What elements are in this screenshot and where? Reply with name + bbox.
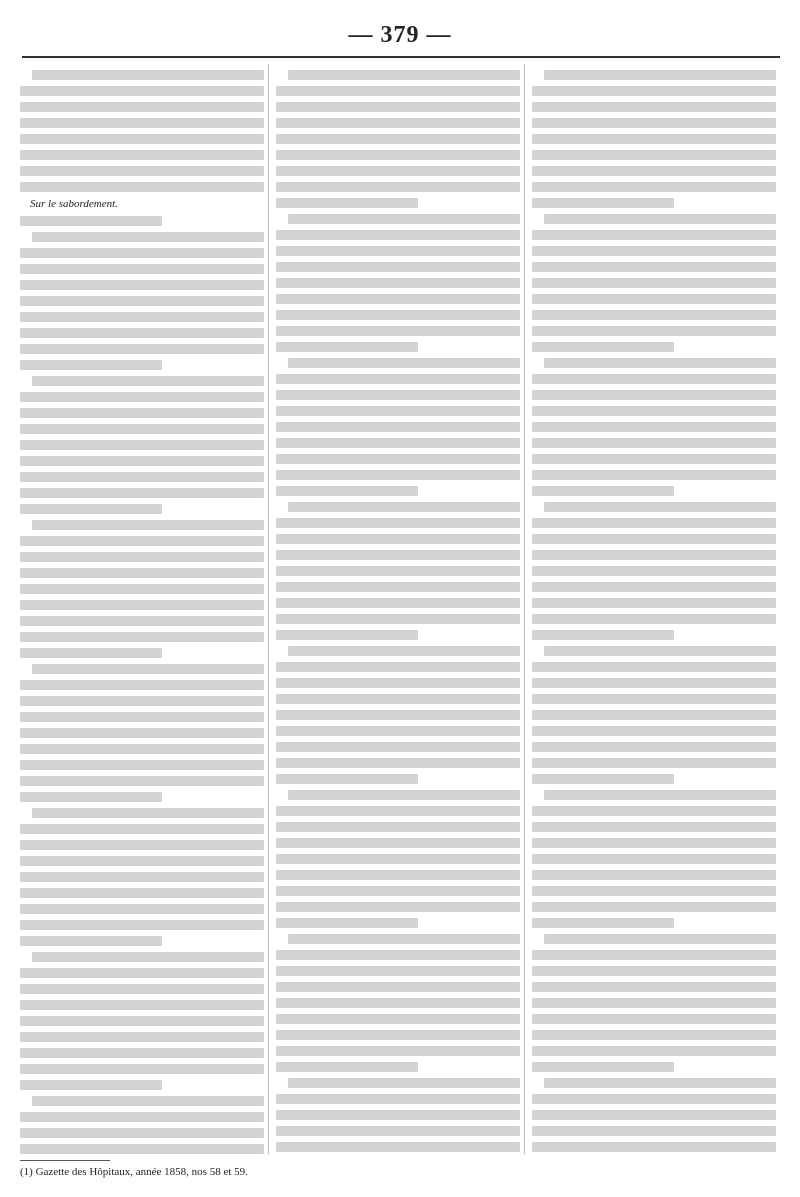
text-line-placeholder — [276, 486, 418, 496]
text-line-placeholder — [20, 584, 264, 594]
text-line-placeholder — [532, 838, 776, 848]
text-line-placeholder — [532, 550, 776, 560]
text-line-placeholder — [20, 424, 264, 434]
text-line-placeholder — [276, 278, 520, 288]
text-line-placeholder — [532, 854, 776, 864]
text-line-placeholder — [288, 214, 520, 224]
text-line-placeholder — [32, 232, 264, 242]
text-line-placeholder — [532, 534, 776, 544]
footnote: (1) Gazette des Hôpitaux, année 1858, nos 58 et 59. — [20, 1166, 248, 1178]
text-line-placeholder — [276, 342, 418, 352]
text-line-placeholder — [20, 504, 162, 514]
text-line-placeholder — [20, 632, 264, 642]
text-line-placeholder — [20, 552, 264, 562]
text-line-placeholder — [276, 982, 520, 992]
text-line-placeholder — [532, 134, 776, 144]
text-line-placeholder — [20, 472, 264, 482]
text-line-placeholder — [20, 392, 264, 402]
text-line-placeholder — [20, 86, 264, 96]
text-line-placeholder — [276, 998, 520, 1008]
text-line-placeholder — [532, 710, 776, 720]
text-column-right — [532, 64, 776, 1154]
text-line-placeholder — [532, 246, 776, 256]
text-line-placeholder — [276, 454, 520, 464]
text-line-placeholder — [288, 790, 520, 800]
text-line-placeholder — [532, 822, 776, 832]
text-line-placeholder — [20, 312, 264, 322]
text-line-placeholder — [532, 438, 776, 448]
text-line-placeholder — [20, 280, 264, 290]
text-line-placeholder — [20, 344, 264, 354]
text-line-placeholder — [532, 726, 776, 736]
column-divider — [268, 64, 269, 1154]
text-column-left — [20, 64, 264, 1154]
text-line-placeholder — [288, 358, 520, 368]
text-line-placeholder — [532, 918, 674, 928]
text-line-placeholder — [532, 342, 674, 352]
text-line-placeholder — [276, 1094, 520, 1104]
text-line-placeholder — [532, 326, 776, 336]
text-line-placeholder — [20, 888, 264, 898]
text-line-placeholder — [532, 950, 776, 960]
text-line-placeholder — [276, 566, 520, 576]
text-line-placeholder — [532, 230, 776, 240]
text-line-placeholder — [532, 678, 776, 688]
text-line-placeholder — [20, 856, 264, 866]
text-line-placeholder — [532, 758, 776, 768]
text-line-placeholder — [20, 600, 264, 610]
text-line-placeholder — [276, 262, 520, 272]
text-line-placeholder — [276, 390, 520, 400]
text-line-placeholder — [276, 1030, 520, 1040]
text-line-placeholder — [532, 422, 776, 432]
text-line-placeholder — [532, 118, 776, 128]
text-line-placeholder — [20, 728, 264, 738]
text-line-placeholder — [276, 1062, 418, 1072]
text-line-placeholder — [20, 648, 162, 658]
text-line-placeholder — [532, 1110, 776, 1120]
text-line-placeholder — [276, 534, 520, 544]
text-line-placeholder — [276, 902, 520, 912]
text-column-middle — [276, 64, 520, 1154]
text-line-placeholder — [276, 678, 520, 688]
text-line-placeholder — [276, 86, 520, 96]
text-line-placeholder — [32, 376, 264, 386]
text-line-placeholder — [20, 824, 264, 834]
header-rule — [22, 56, 780, 58]
text-line-placeholder — [532, 86, 776, 96]
text-line-placeholder — [532, 374, 776, 384]
text-line-placeholder — [532, 1126, 776, 1136]
text-line-placeholder — [276, 966, 520, 976]
text-line-placeholder — [532, 774, 674, 784]
text-line-placeholder — [276, 838, 520, 848]
text-line-placeholder — [20, 984, 264, 994]
text-line-placeholder — [276, 662, 520, 672]
text-line-placeholder — [276, 134, 520, 144]
text-line-placeholder — [276, 806, 520, 816]
text-line-placeholder — [532, 198, 674, 208]
text-line-placeholder — [276, 118, 520, 128]
text-line-placeholder — [532, 582, 776, 592]
text-line-placeholder — [276, 246, 520, 256]
text-line-placeholder — [20, 568, 264, 578]
text-line-placeholder — [276, 726, 520, 736]
text-line-placeholder — [532, 982, 776, 992]
footnote-rule — [20, 1160, 110, 1161]
text-line-placeholder — [32, 952, 264, 962]
text-line-placeholder — [532, 1142, 776, 1152]
text-line-placeholder — [20, 216, 162, 226]
text-line-placeholder — [532, 182, 776, 192]
text-line-placeholder — [544, 934, 776, 944]
column-divider — [524, 64, 525, 1154]
text-line-placeholder — [20, 102, 264, 112]
text-line-placeholder — [532, 694, 776, 704]
text-line-placeholder — [532, 150, 776, 160]
text-line-placeholder — [544, 502, 776, 512]
text-line-placeholder — [276, 758, 520, 768]
text-line-placeholder — [532, 278, 776, 288]
text-line-placeholder — [32, 520, 264, 530]
text-line-placeholder — [532, 998, 776, 1008]
text-line-placeholder — [532, 966, 776, 976]
text-line-placeholder — [276, 406, 520, 416]
text-line-placeholder — [532, 166, 776, 176]
text-line-placeholder — [20, 696, 264, 706]
text-line-placeholder — [532, 310, 776, 320]
text-line-placeholder — [544, 358, 776, 368]
text-line-placeholder — [276, 326, 520, 336]
section-heading: Sur le sabordement. — [30, 198, 118, 210]
text-line-placeholder — [20, 904, 264, 914]
text-line-placeholder — [276, 294, 520, 304]
page-header — [0, 22, 800, 49]
text-line-placeholder — [532, 102, 776, 112]
text-line-placeholder — [20, 760, 264, 770]
text-line-placeholder — [276, 950, 520, 960]
text-line-placeholder — [532, 902, 776, 912]
text-line-placeholder — [276, 310, 520, 320]
text-line-placeholder — [276, 918, 418, 928]
text-line-placeholder — [20, 440, 264, 450]
text-line-placeholder — [276, 710, 520, 720]
text-line-placeholder — [32, 664, 264, 674]
text-line-placeholder — [276, 166, 520, 176]
text-line-placeholder — [276, 470, 520, 480]
text-line-placeholder — [532, 1062, 674, 1072]
text-line-placeholder — [32, 1096, 264, 1106]
text-line-placeholder — [20, 264, 264, 274]
text-line-placeholder — [20, 1144, 264, 1154]
text-line-placeholder — [20, 166, 264, 176]
text-line-placeholder — [532, 614, 776, 624]
text-line-placeholder — [20, 1112, 264, 1122]
text-line-placeholder — [20, 1064, 264, 1074]
text-line-placeholder — [276, 230, 520, 240]
text-line-placeholder — [288, 934, 520, 944]
text-line-placeholder — [276, 198, 418, 208]
text-line-placeholder — [276, 1110, 520, 1120]
text-line-placeholder — [532, 630, 674, 640]
text-line-placeholder — [288, 70, 520, 80]
text-line-placeholder — [276, 630, 418, 640]
text-line-placeholder — [532, 806, 776, 816]
text-line-placeholder — [20, 360, 162, 370]
text-line-placeholder — [276, 518, 520, 528]
text-line-placeholder — [20, 680, 264, 690]
text-line-placeholder — [276, 1126, 520, 1136]
text-line-placeholder — [532, 454, 776, 464]
text-line-placeholder — [20, 776, 264, 786]
text-line-placeholder — [532, 262, 776, 272]
text-line-placeholder — [532, 566, 776, 576]
text-line-placeholder — [532, 1014, 776, 1024]
text-line-placeholder — [532, 1046, 776, 1056]
text-line-placeholder — [532, 294, 776, 304]
text-line-placeholder — [32, 808, 264, 818]
text-line-placeholder — [276, 102, 520, 112]
text-line-placeholder — [532, 870, 776, 880]
text-line-placeholder — [288, 502, 520, 512]
text-line-placeholder — [20, 1000, 264, 1010]
text-line-placeholder — [532, 598, 776, 608]
text-line-placeholder — [532, 886, 776, 896]
text-line-placeholder — [20, 248, 264, 258]
text-line-placeholder — [544, 214, 776, 224]
text-line-placeholder — [544, 646, 776, 656]
text-line-placeholder — [20, 920, 264, 930]
text-line-placeholder — [544, 70, 776, 80]
text-line-placeholder — [20, 488, 264, 498]
text-line-placeholder — [276, 742, 520, 752]
text-line-placeholder — [532, 470, 776, 480]
text-line-placeholder — [20, 182, 264, 192]
text-line-placeholder — [20, 134, 264, 144]
text-line-placeholder — [20, 1032, 264, 1042]
text-line-placeholder — [276, 1046, 520, 1056]
text-line-placeholder — [276, 438, 520, 448]
text-line-placeholder — [20, 744, 264, 754]
text-line-placeholder — [20, 1016, 264, 1026]
text-line-placeholder — [532, 1030, 776, 1040]
text-line-placeholder — [544, 1078, 776, 1088]
text-line-placeholder — [20, 840, 264, 850]
text-line-placeholder — [532, 406, 776, 416]
text-line-placeholder — [20, 712, 264, 722]
text-line-placeholder — [532, 486, 674, 496]
text-line-placeholder — [276, 422, 520, 432]
page-number: — 379 — — [348, 22, 452, 48]
text-line-placeholder — [276, 886, 520, 896]
text-line-placeholder — [20, 872, 264, 882]
text-line-placeholder — [288, 646, 520, 656]
text-line-placeholder — [20, 118, 264, 128]
text-line-placeholder — [276, 822, 520, 832]
text-line-placeholder — [276, 550, 520, 560]
text-line-placeholder — [20, 968, 264, 978]
text-line-placeholder — [276, 694, 520, 704]
text-line-placeholder — [32, 70, 264, 80]
text-line-placeholder — [276, 374, 520, 384]
text-line-placeholder — [288, 1078, 520, 1088]
text-line-placeholder — [532, 390, 776, 400]
text-line-placeholder — [20, 328, 264, 338]
text-line-placeholder — [20, 1128, 264, 1138]
text-line-placeholder — [276, 774, 418, 784]
text-line-placeholder — [276, 614, 520, 624]
text-line-placeholder — [20, 536, 264, 546]
text-line-placeholder — [532, 742, 776, 752]
text-line-placeholder — [276, 582, 520, 592]
text-line-placeholder — [276, 1014, 520, 1024]
text-line-placeholder — [276, 182, 520, 192]
text-line-placeholder — [532, 662, 776, 672]
text-line-placeholder — [532, 1094, 776, 1104]
text-line-placeholder — [544, 790, 776, 800]
text-line-placeholder — [20, 1080, 162, 1090]
text-line-placeholder — [20, 792, 162, 802]
text-line-placeholder — [20, 936, 162, 946]
text-line-placeholder — [20, 456, 264, 466]
text-line-placeholder — [20, 616, 264, 626]
text-line-placeholder — [20, 150, 264, 160]
text-line-placeholder — [20, 408, 264, 418]
text-line-placeholder — [276, 150, 520, 160]
text-line-placeholder — [276, 598, 520, 608]
text-line-placeholder — [20, 296, 264, 306]
text-line-placeholder — [20, 1048, 264, 1058]
text-line-placeholder — [276, 870, 520, 880]
text-line-placeholder — [532, 518, 776, 528]
text-line-placeholder — [276, 1142, 520, 1152]
text-line-placeholder — [276, 854, 520, 864]
